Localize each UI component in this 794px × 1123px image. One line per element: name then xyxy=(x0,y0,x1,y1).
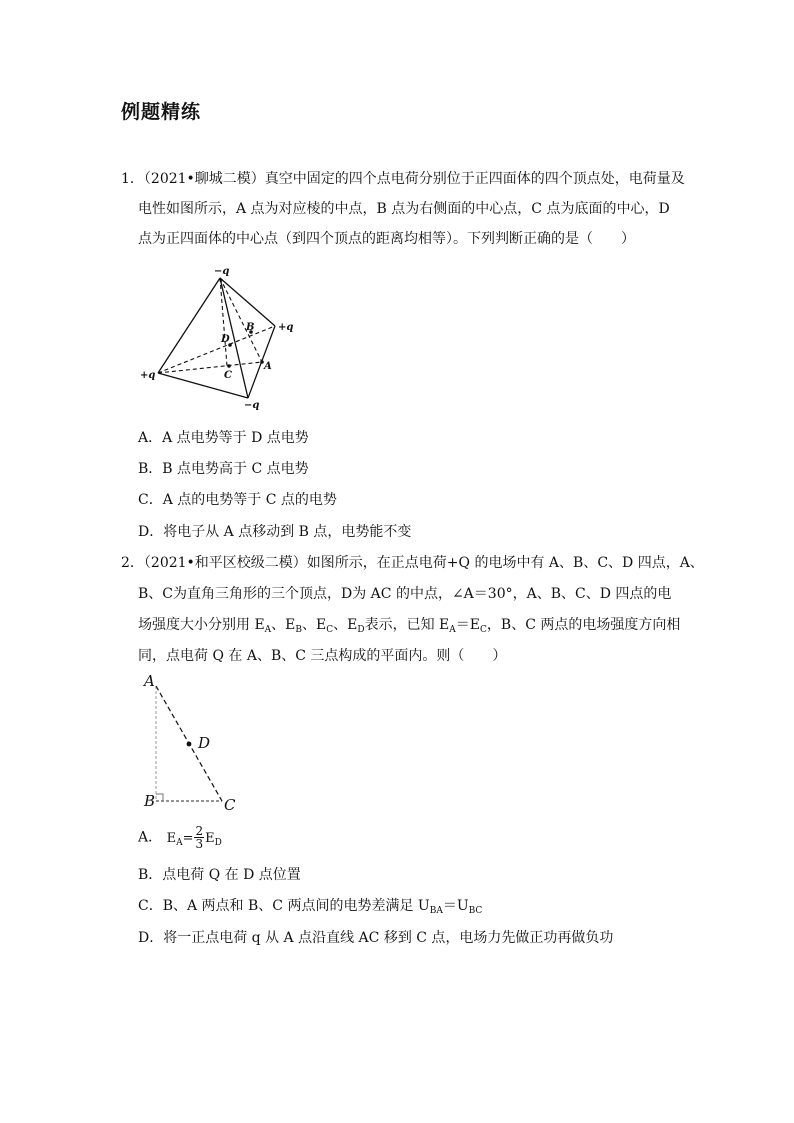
q1-option-b: B．B 点电势高于 C 点电势 xyxy=(138,461,309,477)
edge-top-right xyxy=(220,278,275,326)
q2-text-4: 同，点电荷 Q 在 A、B、C 三点构成的平面内。则（ ） xyxy=(138,648,507,664)
label-C: C xyxy=(224,370,232,381)
label-left-charge: +q xyxy=(140,370,156,381)
label-top-charge: −q xyxy=(214,266,230,277)
label-bottom-charge: −q xyxy=(244,400,260,411)
q2-option-d: D．将一正点电荷 q 从 A 点沿直线 AC 移到 C 点，电场力先做正功再做负功 xyxy=(138,930,614,946)
q1-line-1 xyxy=(121,169,685,189)
q2-number: 2． xyxy=(121,555,144,571)
q2-option-b: B．点电荷 Q 在 D 点位置 xyxy=(138,867,301,883)
q1-option-c: C．A 点的电势等于 C 点的电势 xyxy=(138,492,337,508)
tetrahedron-figure xyxy=(136,262,306,412)
line-left-to-A xyxy=(158,362,262,373)
q2-text-1: （2021•和平区校级二模）如图所示，在正点电荷+Q 的电场中有 A、B、C、D 四点，A、 xyxy=(143,555,704,571)
q1-text-3: 点为正四面体的中心点（到四个顶点的距离均相等）。下列判断正确的是（ ） xyxy=(138,231,635,247)
point-D-2 xyxy=(187,742,192,747)
point-C xyxy=(227,364,231,368)
q1-number: 1． xyxy=(121,171,144,187)
q2-option-a: A． $E_A=$ $\frac{2}{3}$ $E_D$ xyxy=(138,824,222,851)
q2-option-c: C．B、A 两点和 B、C 两点间的电势差满足 $U_{BA}=U_{BC}$ xyxy=(138,898,483,916)
right-angle-mark xyxy=(156,794,163,801)
q2-line-1 xyxy=(121,553,704,573)
label-D-2: D xyxy=(198,734,211,752)
q2-text-2: B、C为直角三角形的三个顶点，D为 AC 的中点，∠A＝30°，A、B、C、D 四点的电 xyxy=(138,586,672,602)
label-B-2: B xyxy=(144,792,156,810)
q1-text-1: （2021•聊城二模）真空中固定的四个点电荷分别位于正四面体的四个顶点处，电荷量及 xyxy=(143,171,685,187)
label-B: B xyxy=(246,322,255,333)
fraction-two-thirds: $\frac{2}{3}$ xyxy=(195,824,204,851)
q1-text-2: 电性如图所示，A 点为对应棱的中点，B 点为右侧面的中心点，C 点为底面的中心，D xyxy=(138,201,670,217)
q2-text-3: 场强度大小分别用 $E_A$、$E_B$、$E_C$、$E_D$表示，已知 $E_A=E_C$，B、C 两点的电场强度方向相 xyxy=(138,617,681,635)
label-right-charge: +q xyxy=(278,322,294,333)
label-A-2: A xyxy=(144,672,155,690)
label-D: D xyxy=(221,334,230,345)
right-triangle-figure xyxy=(138,668,248,818)
label-C-2: C xyxy=(224,796,236,814)
edge-left-bottom xyxy=(158,373,248,398)
line-top-to-A xyxy=(220,278,262,362)
edge-left-right-dashed xyxy=(158,326,275,373)
q1-option-a: A．A 点电势等于 D 点电势 xyxy=(138,430,309,446)
label-A: A xyxy=(264,361,272,372)
edge-top-left xyxy=(158,278,220,373)
section-title: 例题精练 xyxy=(121,101,202,123)
q1-option-d: D．将电子从 A 点移动到 B 点，电势能不变 xyxy=(138,524,412,540)
